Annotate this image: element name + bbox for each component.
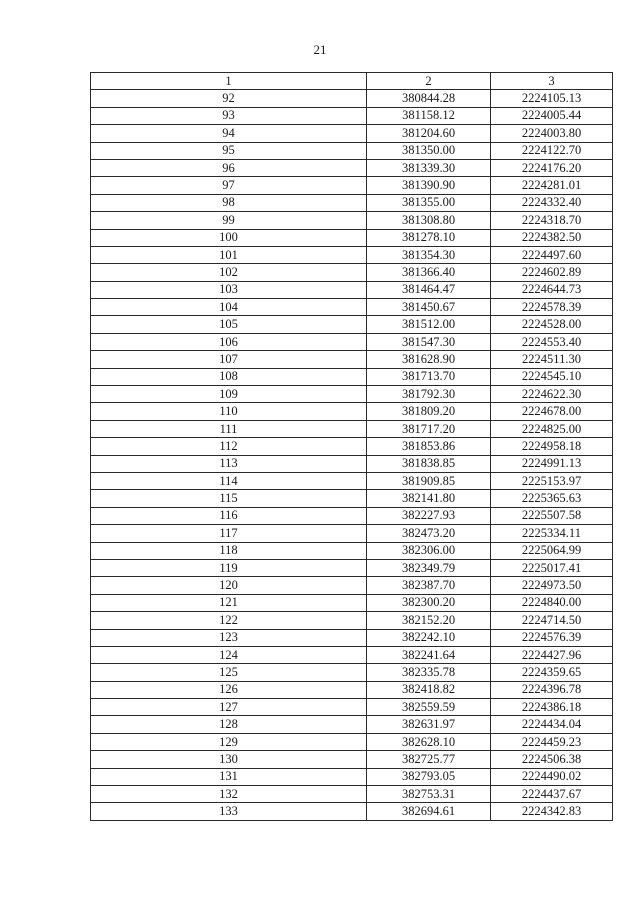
x-coordinate-cell: 381158.12: [367, 107, 491, 124]
point-number-cell: 92: [91, 90, 367, 107]
point-number-cell: 122: [91, 612, 367, 629]
table-row: [91, 107, 613, 124]
table-row: [91, 142, 613, 159]
y-coordinate-cell: 2225153.97: [491, 472, 613, 489]
x-coordinate-cell: 382725.77: [367, 751, 491, 768]
table-row: [91, 246, 613, 263]
point-number-cell: 96: [91, 159, 367, 176]
point-number-cell: 97: [91, 177, 367, 194]
point-number-cell: 100: [91, 229, 367, 246]
x-coordinate-cell: 382306.00: [367, 542, 491, 559]
y-coordinate-cell: 2224434.04: [491, 716, 613, 733]
x-coordinate-cell: 382141.80: [367, 490, 491, 507]
point-number-cell: 101: [91, 246, 367, 263]
table-row: [91, 646, 613, 663]
y-coordinate-cell: 2224332.40: [491, 194, 613, 211]
y-coordinate-cell: 2224528.00: [491, 316, 613, 333]
page-number: 21: [313, 42, 327, 57]
x-coordinate-cell: 382227.93: [367, 507, 491, 524]
table-row: [91, 733, 613, 750]
point-number-cell: 99: [91, 212, 367, 229]
point-number-cell: 115: [91, 490, 367, 507]
point-number-cell: 95: [91, 142, 367, 159]
table-row: [91, 699, 613, 716]
table-row: [91, 594, 613, 611]
y-coordinate-cell: 2224958.18: [491, 438, 613, 455]
x-coordinate-cell: 381792.30: [367, 386, 491, 403]
table-row: [91, 281, 613, 298]
point-number-cell: 113: [91, 455, 367, 472]
x-coordinate-cell: 381350.00: [367, 142, 491, 159]
table-row: [91, 229, 613, 246]
x-coordinate-cell: 382694.61: [367, 803, 491, 820]
y-coordinate-cell: 2224318.70: [491, 212, 613, 229]
x-coordinate-cell: 381354.30: [367, 246, 491, 263]
y-coordinate-cell: 2224003.80: [491, 125, 613, 142]
y-coordinate-cell: 2224459.23: [491, 733, 613, 750]
y-coordinate-cell: 2224511.30: [491, 351, 613, 368]
y-coordinate-cell: 2224576.39: [491, 629, 613, 646]
point-number-cell: 102: [91, 264, 367, 281]
table-row: [91, 525, 613, 542]
x-coordinate-cell: 381464.47: [367, 281, 491, 298]
y-coordinate-cell: 2224973.50: [491, 577, 613, 594]
point-number-cell: 130: [91, 751, 367, 768]
y-coordinate-cell: 2224105.13: [491, 90, 613, 107]
table-row: [91, 159, 613, 176]
point-number-cell: 125: [91, 664, 367, 681]
point-number-cell: 119: [91, 559, 367, 576]
point-number-cell: 124: [91, 646, 367, 663]
table-row: [91, 316, 613, 333]
table-row: [91, 629, 613, 646]
y-coordinate-cell: 2224490.02: [491, 768, 613, 785]
point-number-cell: 93: [91, 107, 367, 124]
y-coordinate-cell: 2224644.73: [491, 281, 613, 298]
y-coordinate-cell: 2225017.41: [491, 559, 613, 576]
table-body: [91, 90, 613, 820]
x-coordinate-cell: 381838.85: [367, 455, 491, 472]
y-coordinate-cell: 2224991.13: [491, 455, 613, 472]
table-row: [91, 472, 613, 489]
y-coordinate-cell: 2224553.40: [491, 333, 613, 350]
point-number-cell: 133: [91, 803, 367, 820]
point-number-cell: 108: [91, 368, 367, 385]
x-coordinate-cell: 380844.28: [367, 90, 491, 107]
y-coordinate-cell: 2224359.65: [491, 664, 613, 681]
point-number-cell: 129: [91, 733, 367, 750]
table-row: [91, 90, 613, 107]
x-coordinate-cell: 381909.85: [367, 472, 491, 489]
table-row: [91, 803, 613, 820]
point-number-cell: 106: [91, 333, 367, 350]
point-number-cell: 103: [91, 281, 367, 298]
x-coordinate-cell: 381390.90: [367, 177, 491, 194]
y-coordinate-cell: 2224678.00: [491, 403, 613, 420]
x-coordinate-cell: 381366.40: [367, 264, 491, 281]
x-coordinate-cell: 381450.67: [367, 299, 491, 316]
y-coordinate-cell: 2224382.50: [491, 229, 613, 246]
y-coordinate-cell: 2224602.89: [491, 264, 613, 281]
point-number-cell: 107: [91, 351, 367, 368]
x-coordinate-cell: 381512.00: [367, 316, 491, 333]
point-number-cell: 109: [91, 386, 367, 403]
y-coordinate-cell: 2224176.20: [491, 159, 613, 176]
table-row: [91, 612, 613, 629]
table-row: [91, 681, 613, 698]
x-coordinate-cell: 382152.20: [367, 612, 491, 629]
y-coordinate-cell: 2225334.11: [491, 525, 613, 542]
x-coordinate-cell: 382335.78: [367, 664, 491, 681]
y-coordinate-cell: 2224506.38: [491, 751, 613, 768]
y-coordinate-cell: 2224342.83: [491, 803, 613, 820]
point-number-cell: 118: [91, 542, 367, 559]
point-number-cell: 104: [91, 299, 367, 316]
column-header-1: 1: [91, 73, 367, 90]
table-row: [91, 368, 613, 385]
x-coordinate-cell: 381809.20: [367, 403, 491, 420]
table-row: [91, 768, 613, 785]
column-header-2: 2: [367, 73, 491, 90]
point-number-cell: 112: [91, 438, 367, 455]
table-row: [91, 212, 613, 229]
y-coordinate-cell: 2224386.18: [491, 699, 613, 716]
table-row: [91, 664, 613, 681]
table-row: [91, 194, 613, 211]
x-coordinate-cell: 381628.90: [367, 351, 491, 368]
table-row: [91, 264, 613, 281]
y-coordinate-cell: 2224122.70: [491, 142, 613, 159]
y-coordinate-cell: 2224281.01: [491, 177, 613, 194]
y-coordinate-cell: 2224545.10: [491, 368, 613, 385]
table-row: [91, 125, 613, 142]
x-coordinate-cell: 381713.70: [367, 368, 491, 385]
table-row: [91, 438, 613, 455]
x-coordinate-cell: 382753.31: [367, 786, 491, 803]
column-header-3: 3: [491, 73, 613, 90]
table-row: [91, 542, 613, 559]
table-row: [91, 420, 613, 437]
table-row: [91, 299, 613, 316]
point-number-cell: 120: [91, 577, 367, 594]
point-number-cell: 105: [91, 316, 367, 333]
x-coordinate-cell: 382300.20: [367, 594, 491, 611]
table-row: [91, 716, 613, 733]
x-coordinate-cell: 382387.70: [367, 577, 491, 594]
y-coordinate-cell: 2224622.30: [491, 386, 613, 403]
x-coordinate-cell: 382349.79: [367, 559, 491, 576]
point-number-cell: 131: [91, 768, 367, 785]
point-number-cell: 128: [91, 716, 367, 733]
x-coordinate-cell: 382559.59: [367, 699, 491, 716]
table-row: [91, 577, 613, 594]
table-row: [91, 490, 613, 507]
x-coordinate-cell: 381204.60: [367, 125, 491, 142]
table-row: [91, 751, 613, 768]
point-number-cell: 121: [91, 594, 367, 611]
point-number-cell: 111: [91, 420, 367, 437]
table-row: [91, 386, 613, 403]
y-coordinate-cell: 2224437.67: [491, 786, 613, 803]
x-coordinate-cell: 382628.10: [367, 733, 491, 750]
table-row: [91, 177, 613, 194]
y-coordinate-cell: 2224840.00: [491, 594, 613, 611]
x-coordinate-cell: 382631.97: [367, 716, 491, 733]
x-coordinate-cell: 381547.30: [367, 333, 491, 350]
table-row: [91, 786, 613, 803]
x-coordinate-cell: 381278.10: [367, 229, 491, 246]
x-coordinate-cell: 381308.80: [367, 212, 491, 229]
y-coordinate-cell: 2224714.50: [491, 612, 613, 629]
y-coordinate-cell: 2224497.60: [491, 246, 613, 263]
point-number-cell: 117: [91, 525, 367, 542]
x-coordinate-cell: 381717.20: [367, 420, 491, 437]
table-row: [91, 559, 613, 576]
y-coordinate-cell: 2224005.44: [491, 107, 613, 124]
y-coordinate-cell: 2224825.00: [491, 420, 613, 437]
x-coordinate-cell: 382793.05: [367, 768, 491, 785]
y-coordinate-cell: 2224396.78: [491, 681, 613, 698]
x-coordinate-cell: 382241.64: [367, 646, 491, 663]
point-number-cell: 98: [91, 194, 367, 211]
table-row: [91, 351, 613, 368]
table-row: [91, 455, 613, 472]
point-number-cell: 94: [91, 125, 367, 142]
point-number-cell: 114: [91, 472, 367, 489]
table-header-row: [91, 73, 613, 90]
table-row: [91, 333, 613, 350]
point-number-cell: 110: [91, 403, 367, 420]
point-number-cell: 123: [91, 629, 367, 646]
x-coordinate-cell: 381355.00: [367, 194, 491, 211]
table-row: [91, 507, 613, 524]
x-coordinate-cell: 382418.82: [367, 681, 491, 698]
y-coordinate-cell: 2225064.99: [491, 542, 613, 559]
y-coordinate-cell: 2224427.96: [491, 646, 613, 663]
y-coordinate-cell: 2225365.63: [491, 490, 613, 507]
point-number-cell: 127: [91, 699, 367, 716]
x-coordinate-cell: 381853.86: [367, 438, 491, 455]
point-number-cell: 116: [91, 507, 367, 524]
y-coordinate-cell: 2225507.58: [491, 507, 613, 524]
point-number-cell: 126: [91, 681, 367, 698]
y-coordinate-cell: 2224578.39: [491, 299, 613, 316]
x-coordinate-cell: 382242.10: [367, 629, 491, 646]
point-number-cell: 132: [91, 786, 367, 803]
coordinates-table: [90, 72, 613, 821]
x-coordinate-cell: 381339.30: [367, 159, 491, 176]
table-row: [91, 403, 613, 420]
x-coordinate-cell: 382473.20: [367, 525, 491, 542]
